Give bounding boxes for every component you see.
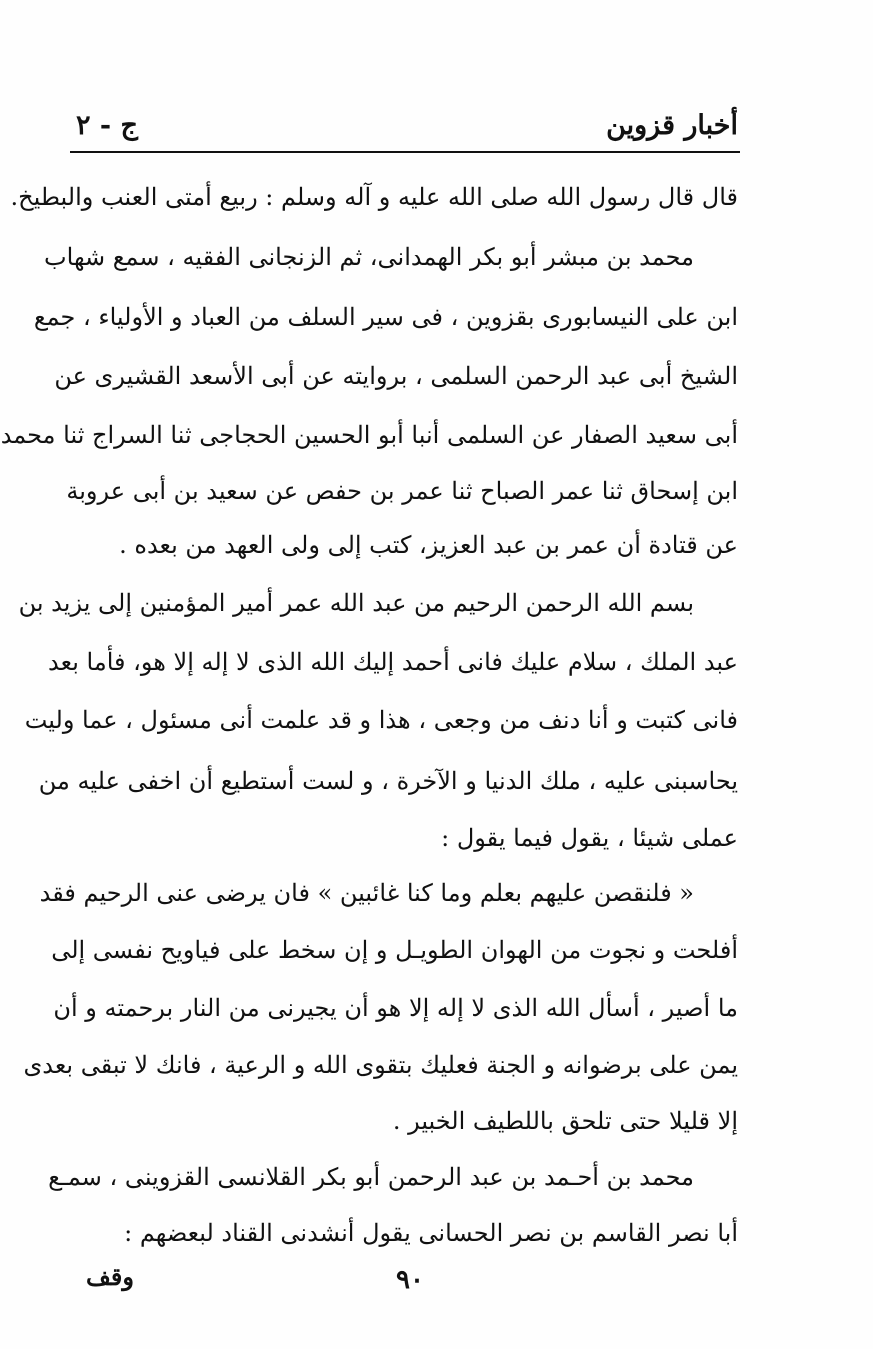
text-line: عبد الملك ، سلام عليك فانى أحمد إليك الله الذى لا إله إلا هو، فأما بعد bbox=[48, 648, 738, 676]
text-line: قال قال رسول الله صلى الله عليه و آله وسلم : ربيع أمتى العنب والبطيخ. bbox=[10, 183, 738, 211]
text-line: « فلنقصن عليهم بعلم وما كنا غائبين » فان يرضى عنى الرحيم فقد bbox=[39, 879, 694, 907]
text-line: محمد بن مبشر أبو بكر الهمدانى، ثم الزنجانى الفقيه ، سمع شهاب bbox=[44, 243, 694, 271]
volume-label: ج - ٢ bbox=[76, 110, 138, 141]
text-line: يمن على برضوانه و الجنة فعليك بتقوى الله و الرعية ، فانك لا تبقى بعدى bbox=[23, 1051, 738, 1079]
text-line: يحاسبنى عليه ، ملك الدنيا و الآخرة ، و لست أستطيع أن اخفى عليه من bbox=[38, 767, 738, 795]
text-line: عن قتادة أن عمر بن عبد العزيز، كتب إلى ولى العهد من بعده . bbox=[119, 531, 738, 559]
text-line: ابن على النيسابورى بقزوين ، فى سير السلف من العباد و الأولياء ، جمع bbox=[33, 303, 738, 331]
text-line: عملى شيئا ، يقول فيما يقول : bbox=[441, 824, 738, 852]
text-line: محمد بن أحـمد بن عبد الرحمن أبو بكر القلانسى القزوينى ، سمـع bbox=[48, 1163, 694, 1191]
catchword: وقف bbox=[86, 1262, 134, 1291]
text-line: إلا قليلا حتى تلحق باللطيف الخبير . bbox=[392, 1107, 738, 1135]
text-line: أبى سعيد الصفار عن السلمى أنبا أبو الحسين الحجاجى ثنا السراج ثنا محمد bbox=[0, 421, 738, 449]
text-line: بسم الله الرحمن الرحيم من عبد الله عمر أمير المؤمنين إلى يزيد بن bbox=[18, 589, 694, 617]
text-line: فانى كتبت و أنا دنف من وجعى ، هذا و قد علمت أنى مسئول ، عما وليت bbox=[24, 706, 738, 734]
page-number: ٩٠ bbox=[396, 1265, 424, 1295]
page-header bbox=[70, 110, 740, 150]
header-rule bbox=[70, 151, 740, 153]
running-title: أخبار قزوين bbox=[606, 110, 738, 141]
text-line: ما أصير ، أسأل الله الذى لا إله إلا هو أن يجيرنى من النار برحمته و أن bbox=[53, 994, 738, 1022]
text-line: أبا نصر القاسم بن نصر الحسانى يقول أنشدنى القناد لبعضهم : bbox=[124, 1219, 738, 1247]
text-line: ابن إسحاق ثنا عمر الصباح ثنا عمر بن حفص عن سعيد بن أبى عروبة bbox=[66, 477, 738, 505]
text-line: الشيخ أبى عبد الرحمن السلمى ، بروايته عن أبى الأسعد القشيرى عن bbox=[54, 362, 738, 390]
text-line: أفلحت و نجوت من الهوان الطويـل و إن سخط على فياويح نفسى إلى bbox=[51, 936, 738, 964]
